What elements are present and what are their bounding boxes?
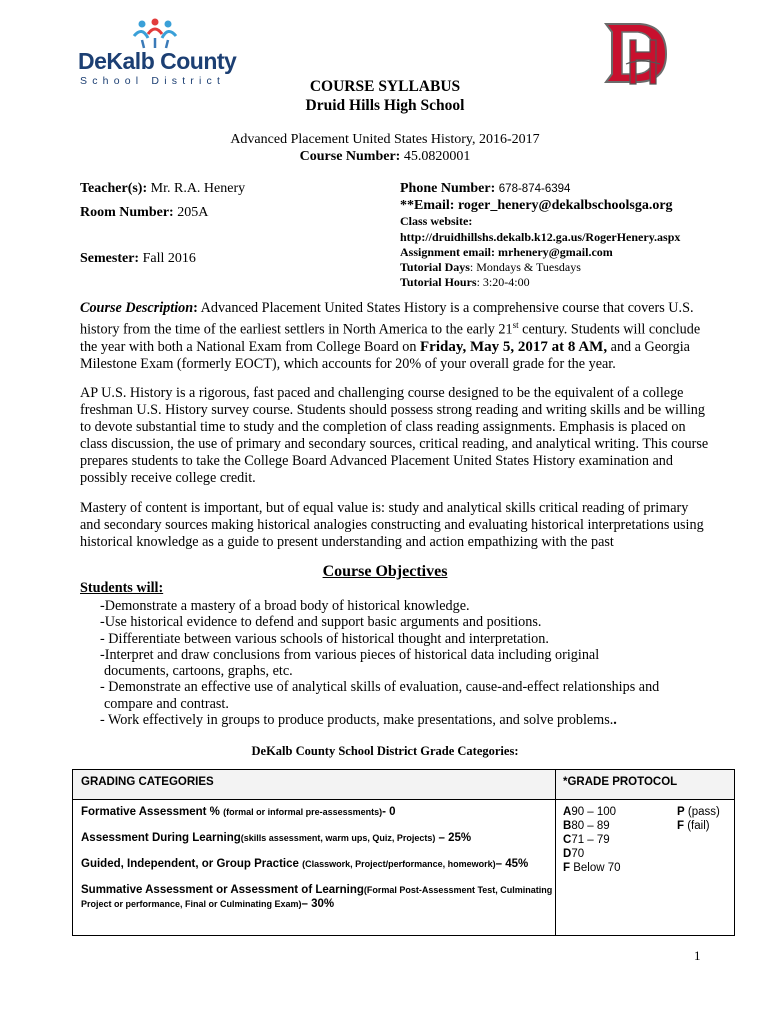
formative-label: Formative Assessment %: [81, 806, 224, 818]
description-sup: st: [512, 320, 519, 330]
grade-letter: B: [563, 820, 572, 832]
grade-range: 80 – 89: [571, 820, 610, 832]
summative-weight: – 30%: [301, 898, 335, 910]
summative-row-cont: [81, 897, 334, 911]
description-text-b: century. Students will conclude the year with both a National Exam from College Board on: [80, 321, 701, 355]
page-number: 1: [694, 948, 701, 963]
objectives-title: Course Objectives: [322, 563, 448, 580]
students-will-heading: Students will:: [80, 580, 164, 596]
pass-fail: [677, 805, 720, 833]
phone-number: 678-874-6394: [498, 183, 571, 195]
table-divider: [555, 770, 556, 935]
guided-practice-label: Guided, Independent, or Group Practice: [81, 858, 303, 870]
fail-text: (fail): [684, 820, 710, 832]
grade-scale-row: [563, 847, 621, 861]
formative-detail: (formal or informal pre-assessments): [223, 807, 383, 817]
assignment-email-link[interactable]: mrhenery@gmail.com: [498, 245, 613, 259]
course-name: Advanced Placement United States History, 2016-2017: [230, 132, 540, 147]
course-number-line: [0, 148, 770, 165]
grade-scale-row: [563, 861, 621, 875]
tutorial-days-line: [400, 259, 581, 275]
pass-row: [677, 805, 720, 819]
document-title: COURSE SYLLABUS: [309, 78, 461, 95]
syllabus-title: [0, 77, 770, 115]
phone-label: Phone Number:: [400, 181, 496, 196]
pass-letter: P: [677, 806, 685, 818]
tutorial-days-label: Tutorial Days: [400, 260, 470, 274]
list-item: [100, 712, 700, 728]
description-paragraph-1: [80, 300, 710, 373]
during-learning-detail: (skills assessment, warm ups, Quiz, Projects): [240, 833, 436, 843]
course-description: [80, 300, 710, 373]
fail-letter: F: [677, 820, 685, 832]
pass-text: (pass): [684, 806, 720, 818]
fail-row: [677, 819, 720, 833]
semester-value: Fall 2016: [142, 251, 196, 266]
room-label: Room Number:: [80, 205, 174, 220]
grade-scale-row: [563, 819, 621, 833]
logo-text-line2: School District: [80, 75, 226, 87]
phone-line: [400, 180, 570, 198]
guided-practice-weight: – 45%: [495, 858, 529, 870]
grade-range: 90 – 100: [571, 806, 617, 818]
tutorial-hours-value: : 3:20-4:00: [476, 275, 530, 289]
description-paragraph-2: AP U.S. History is a rigorous, fast paced and challenging course designed to be the equivalent of a college freshman U.S. History survey course. Students should possess strong reading and writing skills and be willing to devote substantial time to study and the completion of class reading assignments. Emphasis is placed on class discussion, the use of primary and secondary sources, critical reading, and analytical writing. This course prepares students to take the College Board Advanced Placement United States History examination and possibly receive college credit.: [80, 385, 709, 486]
list-item: -Interpret and draw conclusions from various pieces of historical data including original: [100, 646, 600, 663]
semester-line: [80, 250, 196, 267]
summative-label: Summative Assessment or Assessment of Learning: [81, 884, 364, 896]
website-label: Class website:: [400, 214, 473, 228]
summative-detail-b: Project or performance, Final or Culminating Exam): [81, 899, 302, 909]
description-text-c: and a Georgia Milestone Exam (formerly EOCT), which accounts for 20% of your overall grade for the year.: [80, 338, 690, 372]
during-learning-label: Assessment During Learning: [81, 832, 241, 844]
list-item-period: .: [613, 712, 617, 729]
website-link[interactable]: http://druidhillshs.dekalb.k12.ga.us/RogerHenery.aspx: [400, 230, 681, 244]
summative-row: [81, 883, 552, 897]
list-item: -Demonstrate a mastery of a broad body of historical knowledge.: [100, 598, 470, 614]
summative-detail-a: (Formal Post-Assessment Test, Culminating: [363, 885, 553, 895]
grade-letter: C: [563, 834, 572, 846]
assignment-email-label: Assignment email:: [400, 245, 495, 259]
formative-row: [81, 805, 396, 819]
guided-practice-detail: (Classwork, Project/performance, homework): [302, 859, 496, 869]
school-name: Druid Hills High School: [305, 97, 465, 114]
teacher-line: [80, 180, 245, 197]
grade-letter: A: [563, 806, 572, 818]
during-learning-row: [81, 831, 471, 845]
assignment-email-line: [400, 244, 613, 260]
teacher-label: Teacher(s):: [80, 181, 148, 196]
room-number: 205A: [177, 205, 209, 220]
grading-table: [72, 769, 735, 936]
guided-practice-row: [81, 857, 528, 871]
tutorial-days-value: : Mondays & Tuesdays: [469, 260, 581, 274]
grade-letter: F: [563, 862, 571, 874]
list-item: compare and contrast.: [104, 695, 229, 712]
grade-range: 71 – 79: [571, 834, 610, 846]
semester-label: Semester:: [80, 251, 140, 266]
list-item-text: - Work effectively in groups to produce products, make presentations, and solve problems.: [100, 712, 614, 729]
grade-categories-heading: DeKalb County School District Grade Categories:: [251, 744, 519, 758]
grade-scale: [563, 805, 621, 875]
grade-scale-row: [563, 805, 621, 819]
email-label: **Email:: [400, 198, 455, 213]
course-number: 45.0820001: [403, 149, 471, 164]
course-number-label: Course Number:: [299, 149, 401, 164]
room-line: [80, 204, 208, 221]
objectives-list: [100, 598, 700, 728]
tutorial-hours-line: [400, 274, 530, 290]
during-learning-weight: – 25%: [435, 832, 472, 844]
grade-protocol-header: *GRADE PROTOCOL: [563, 776, 678, 788]
grade-letter: D: [563, 848, 572, 860]
list-item: - Differentiate between various schools of historical thought and interpretation.: [100, 630, 549, 647]
description-paragraph-3: Mastery of content is important, but of equal value is: study and analytical skills critical reading of primary and secondary sources making historical analogies constructing and evaluating historical interpretations using historical knowledge as a guide to present understanding and action empathizing with the past: [80, 500, 704, 550]
grade-range: 70: [571, 848, 585, 860]
grade-range: Below 70: [570, 862, 621, 874]
course-heading: [0, 131, 770, 165]
grading-categories-header: GRADING CATEGORIES: [81, 776, 214, 788]
list-item: - Demonstrate an effective use of analytical skills of evaluation, cause-and-effect relationships and: [100, 679, 660, 696]
list-item: -Use historical evidence to defend and support basic arguments and positions.: [100, 614, 542, 631]
tutorial-hours-label: Tutorial Hours: [400, 275, 477, 289]
logo-text-line1: DeKalb County: [78, 48, 237, 74]
teacher-name: Mr. R.A. Henery: [150, 181, 246, 196]
list-item: documents, cartoons, graphs, etc.: [104, 663, 293, 680]
exam-date: Friday, May 5, 2017 at 8 AM,: [420, 338, 608, 355]
email-line: [400, 197, 673, 214]
description-text-a: Advanced Placement United States History is a comprehensive course that covers U.S. history from the time of the earliest settlers in North America to the early 21: [80, 300, 694, 338]
description-colon: :: [193, 300, 198, 316]
formative-weight: - 0: [382, 806, 396, 818]
grade-scale-row: [563, 833, 621, 847]
email-link[interactable]: roger_henery@dekalbschoolsga.org: [457, 198, 673, 213]
description-label: Course Description: [80, 300, 194, 316]
